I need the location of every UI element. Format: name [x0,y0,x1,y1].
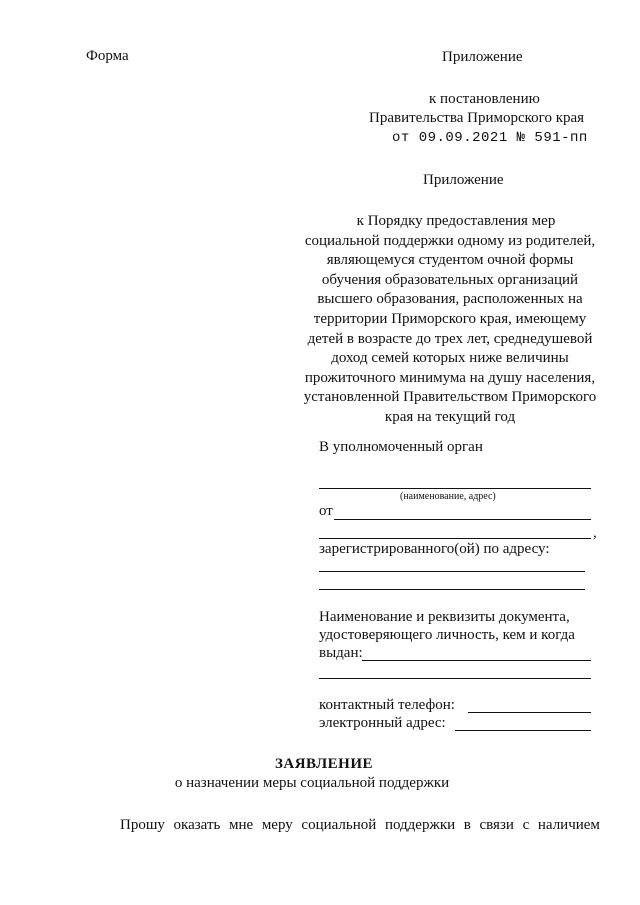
body-word: с [522,817,530,833]
id-document-field-2[interactable] [319,678,591,679]
body-word: меру [261,817,293,833]
statement-title: ЗАЯВЛЕНИЕ [274,756,374,772]
body-word: оказать [173,817,221,833]
address-field-2[interactable] [319,589,585,590]
phone-label: контактный телефон: [319,697,455,713]
procedure-line: доход семей которых ниже величины [331,350,569,367]
comma: , [593,525,597,541]
statement-subtitle: о назначении меры социальной поддержки [174,775,450,791]
body-word: поддержки [384,817,456,833]
body-word: наличием [537,817,600,833]
id-document-field-1[interactable] [362,660,591,661]
procedure-line: детей в возрасте до трех лет, среднедушевой [307,330,593,347]
statement-body [120,817,600,834]
email-field[interactable] [455,730,591,731]
appendix-2-title: Приложение [423,172,504,188]
address-field-1[interactable] [319,571,585,572]
from-label: от [319,503,333,519]
procedure-line: высшего образования, расположенных на [317,291,583,308]
email-label: электронный адрес: [319,715,446,731]
body-word: связи [479,817,514,833]
authority-name-field[interactable] [319,488,591,489]
applicant-name-field-2[interactable] [319,538,591,539]
procedure-reference [290,212,610,428]
procedure-line: территории Приморского края, имеющему [313,310,587,327]
addressee-label: В уполномоченный орган [319,439,483,455]
registered-address-label: зарегистрированного(ой) по адресу: [319,541,550,557]
procedure-line: являющемуся студентом очной формы [326,252,574,269]
body-word: социальной [301,817,377,833]
authority-name-hint: (наименование, адрес) [400,491,496,502]
procedure-line: края на текущий год [384,408,516,425]
applicant-name-field[interactable] [334,519,591,520]
id-document-label-2: удостоверяющего личность, кем и когда [319,627,575,643]
form-label: Форма [86,48,129,64]
decree-line-2: Правительства Приморского края [369,110,585,126]
decree-date-number: от 09.09.2021 № 591-пп [392,130,588,146]
decree-line-1: к постановлению [429,91,540,107]
procedure-line: обучения образовательных организаций [321,271,579,288]
procedure-line: прожиточного минимума на душу населения, [304,369,596,386]
procedure-line: социальной поддержки одному из родителей, [304,232,596,249]
body-word: мне [228,817,254,833]
procedure-line: к Порядку предоставления мер [356,213,556,229]
phone-field[interactable] [468,712,591,713]
body-word: Прошу [120,817,165,833]
procedure-line: установленной Правительством Приморского [303,389,597,406]
id-document-label-3: выдан: [319,645,363,661]
id-document-label-1: Наименование и реквизиты документа, [319,609,570,625]
appendix-title: Приложение [442,49,523,65]
body-word: в [463,817,471,833]
